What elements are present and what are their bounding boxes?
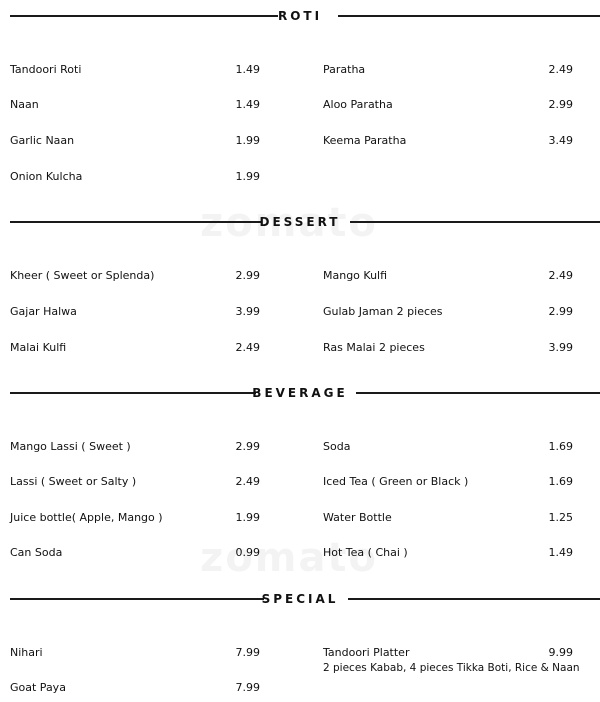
section-header-roti xyxy=(0,6,600,26)
section-title: DESSERT xyxy=(259,215,341,229)
item-price: 7.99 xyxy=(235,681,260,694)
section-header-beverage xyxy=(0,383,600,403)
section-title: SPECIAL xyxy=(261,592,339,606)
item-name: Garlic Naan xyxy=(10,134,75,147)
divider-line xyxy=(338,15,600,17)
divider-line xyxy=(356,392,600,394)
item-price: 2.99 xyxy=(235,269,260,282)
item-price: 1.49 xyxy=(548,546,573,559)
item-price: 1.49 xyxy=(235,98,260,111)
item-price: 3.99 xyxy=(235,305,260,318)
item-name: Gulab Jaman 2 pieces xyxy=(323,305,443,318)
item-price: 7.99 xyxy=(235,646,260,659)
item-price: 3.99 xyxy=(548,341,573,354)
item-price: 1.69 xyxy=(548,440,573,453)
item-name: Iced Tea ( Green or Black ) xyxy=(323,475,469,488)
item-name: Gajar Halwa xyxy=(10,305,77,318)
divider-line xyxy=(348,598,600,600)
item-name: Mango Lassi ( Sweet ) xyxy=(10,440,131,453)
item-name: Ras Malai 2 pieces xyxy=(323,341,425,354)
item-name: Paratha xyxy=(323,63,366,76)
divider-line xyxy=(350,221,600,223)
item-name: Can Soda xyxy=(10,546,63,559)
item-name: Lassi ( Sweet or Salty ) xyxy=(10,475,137,488)
item-price: 2.99 xyxy=(548,305,573,318)
section-header-special xyxy=(0,589,600,609)
section-header-dessert xyxy=(0,212,600,232)
item-price: 2.49 xyxy=(548,63,573,76)
item-name: Water Bottle xyxy=(323,511,392,524)
item-price: 2.99 xyxy=(235,440,260,453)
section-title: BEVERAGE xyxy=(252,386,348,400)
item-name: Aloo Paratha xyxy=(323,98,393,111)
item-price: 2.49 xyxy=(548,269,573,282)
item-price: 1.99 xyxy=(235,170,260,183)
item-name: Naan xyxy=(10,98,39,111)
item-name: Onion Kulcha xyxy=(10,170,83,183)
item-price: 1.25 xyxy=(548,511,573,524)
item-description: 2 pieces Kabab, 4 pieces Tikka Boti, Rice & Naan xyxy=(323,662,580,674)
item-name: Kheer ( Sweet or Splenda) xyxy=(10,269,155,282)
item-name: Malai Kulfi xyxy=(10,341,67,354)
item-price: 1.99 xyxy=(235,511,260,524)
item-price: 2.49 xyxy=(235,341,260,354)
item-name: Mango Kulfi xyxy=(323,269,388,282)
item-name: Goat Paya xyxy=(10,681,66,694)
item-price: 0.99 xyxy=(235,546,260,559)
item-name: Juice bottle( Apple, Mango ) xyxy=(10,511,163,524)
item-price: 1.49 xyxy=(235,63,260,76)
item-price: 2.99 xyxy=(548,98,573,111)
item-price: 2.49 xyxy=(235,475,260,488)
item-name: Keema Paratha xyxy=(323,134,407,147)
section-title: ROTI xyxy=(277,9,323,23)
item-name: Tandoori Platter xyxy=(323,646,410,659)
item-name: Nihari xyxy=(10,646,43,659)
item-price: 1.69 xyxy=(548,475,573,488)
item-price: 9.99 xyxy=(548,646,573,659)
item-name: Soda xyxy=(323,440,351,453)
item-price: 1.99 xyxy=(235,134,260,147)
item-name: Tandoori Roti xyxy=(10,63,82,76)
item-name: Hot Tea ( Chai ) xyxy=(323,546,408,559)
item-price: 3.49 xyxy=(548,134,573,147)
